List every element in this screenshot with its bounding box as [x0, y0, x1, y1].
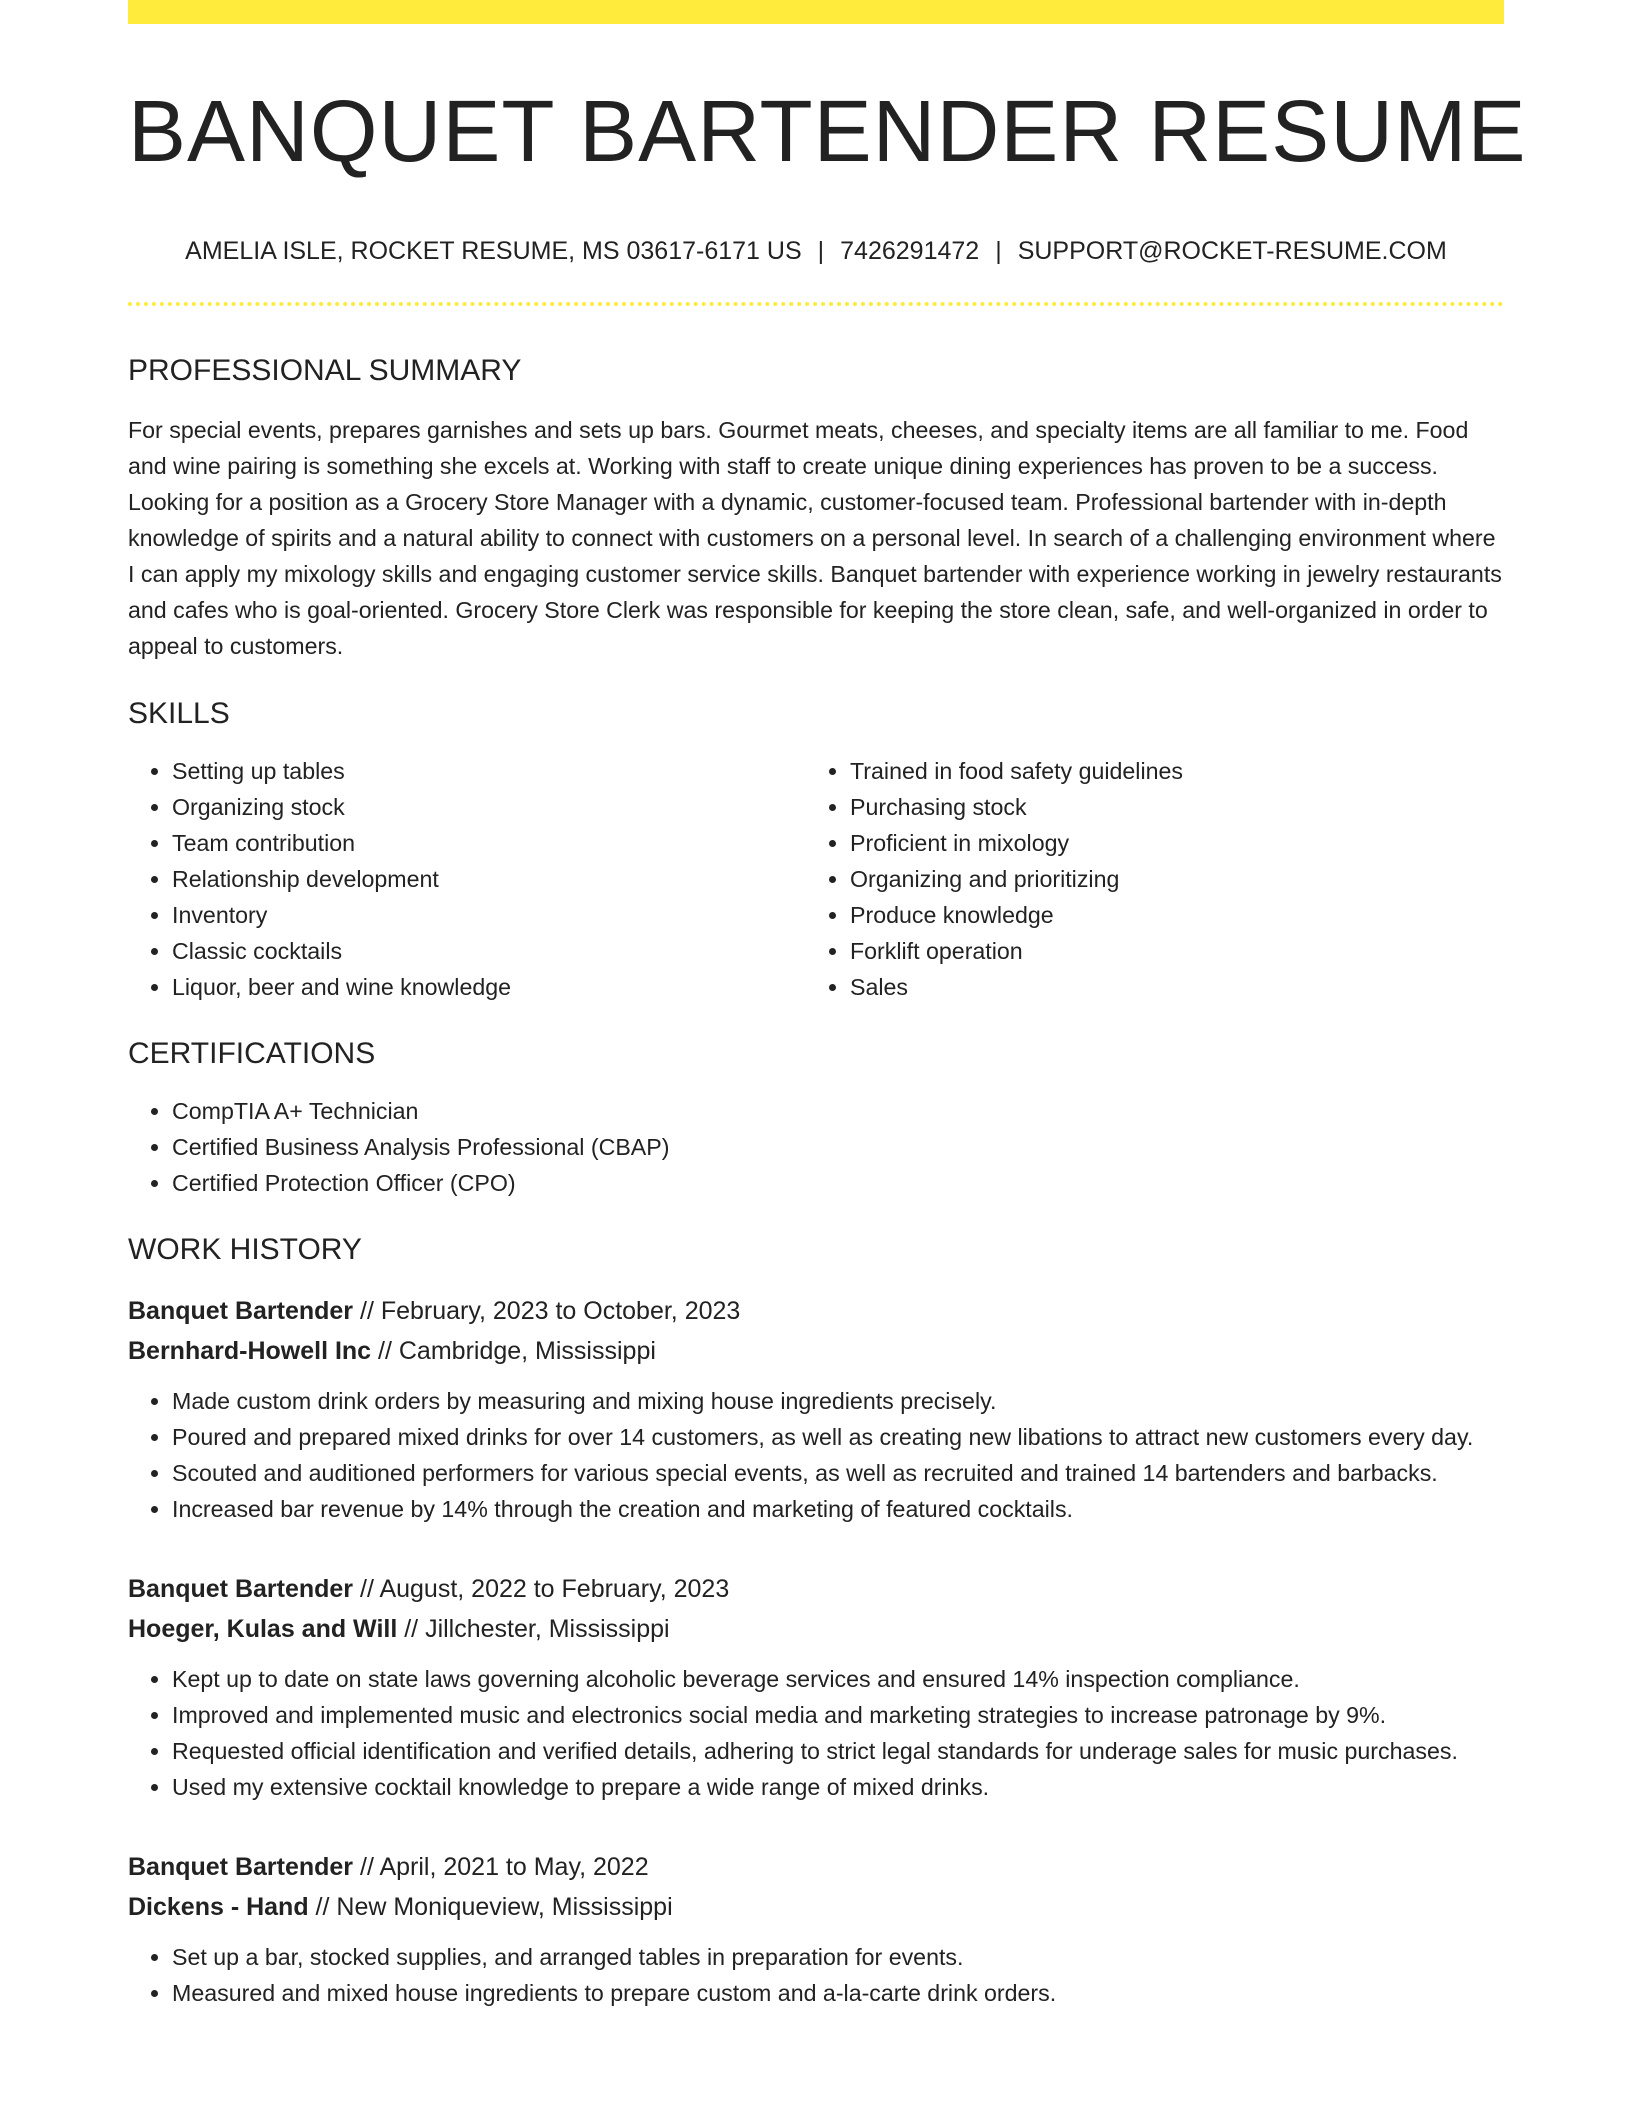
job-dates: // August, 2022 to February, 2023 — [353, 1575, 730, 1603]
accent-top-bar — [128, 0, 1504, 24]
job-title: Banquet Bartender — [128, 1575, 354, 1603]
job-title-line — [128, 1291, 1504, 1331]
skill-item: • Sales — [850, 969, 1484, 1005]
job-bullet: • Measured and mixed house ingredients to prepare custom and a-la-carte drink orders. — [172, 1975, 1504, 2011]
skill-item: • Classic cocktails — [172, 933, 806, 969]
skill-item: • Team contribution — [172, 825, 806, 861]
job-title-line — [128, 1847, 1504, 1887]
job-company: Bernhard-Howell Inc — [128, 1337, 372, 1365]
job-bullet: • Improved and implemented music and electronics social media and marketing strategies to increase patronage by 9%. — [172, 1697, 1504, 1733]
certification-item: • Certified Business Analysis Professional (CBAP) — [172, 1129, 1504, 1165]
contact-separator: | — [817, 237, 825, 265]
job-bullet: • Used my extensive cocktail knowledge to prepare a wide range of mixed drinks. — [172, 1769, 1504, 1805]
work-history-heading: WORK HISTORY — [128, 1233, 362, 1266]
skills-heading: SKILLS — [128, 697, 230, 730]
resume-title: BANQUET BARTENDER RESUME — [128, 83, 1527, 180]
job-bullet-list — [128, 1383, 1504, 1527]
summary-section — [128, 356, 1504, 664]
job-dates: // April, 2021 to May, 2022 — [353, 1853, 649, 1881]
work-history-section — [128, 1235, 1504, 2011]
certification-item: • CompTIA A+ Technician — [172, 1093, 1504, 1129]
job-bullet-list — [128, 1939, 1504, 2011]
summary-text: For special events, prepares garnishes and sets up bars. Gourmet meats, cheeses, and specialty items are all familiar to me. Food and wine pairing is something she excels at. Working with staff to create unique dining experiences has proven to be a success. Looking for a position as a Grocery Store Manager with a dynamic, customer-focused team. Professional bartender with in-depth knowledge of spirits and a natural ability to connect with customers on a personal level. In search of a challenging environment where I can apply my mixology skills and engaging customer service skills. Banquet bartender with experience working in jewelry restaurants and cafes who is goal-oriented. Grocery Store Clerk was responsible for keeping the store clean, safe, and well-organized in order to appeal to customers. — [128, 417, 1502, 659]
certifications-heading: CERTIFICATIONS — [128, 1037, 376, 1070]
dotted-divider — [128, 302, 1504, 306]
certifications-section — [128, 1039, 1504, 1201]
job-entry — [128, 1847, 1504, 2011]
job-title: Banquet Bartender — [128, 1297, 354, 1325]
job-bullet: • Set up a bar, stocked supplies, and arranged tables in preparation for events. — [172, 1939, 1504, 1975]
job-company-line — [128, 1609, 1504, 1649]
job-entry — [128, 1569, 1504, 1805]
summary-heading: PROFESSIONAL SUMMARY — [128, 354, 522, 387]
job-location: // Cambridge, Mississippi — [371, 1337, 656, 1365]
job-bullet: • Poured and prepared mixed drinks for over 14 customers, as well as creating new libations to attract new customers every day. — [172, 1419, 1504, 1455]
job-company-line — [128, 1887, 1504, 1927]
skill-item: • Setting up tables — [172, 753, 806, 789]
contact-phone: 7426291472 — [840, 237, 980, 265]
skills-left-list — [128, 753, 806, 1005]
skill-item: • Produce knowledge — [850, 897, 1484, 933]
skill-item: • Inventory — [172, 897, 806, 933]
skills-section — [128, 699, 1504, 1005]
skills-grid — [128, 753, 1504, 1005]
skill-item: • Liquor, beer and wine knowledge — [172, 969, 806, 1005]
job-company: Dickens - Hand — [128, 1893, 309, 1921]
skill-item: • Relationship development — [172, 861, 806, 897]
contact-separator: | — [995, 237, 1002, 265]
job-title: Banquet Bartender — [128, 1853, 354, 1881]
contact-address: AMELIA ISLE, ROCKET RESUME, MS 03617-6171 US — [185, 237, 802, 265]
certification-item: • Certified Protection Officer (CPO) — [172, 1165, 1504, 1201]
skill-item: • Organizing stock — [172, 789, 806, 825]
job-bullet-list — [128, 1661, 1504, 1805]
skill-item: • Trained in food safety guidelines — [850, 753, 1484, 789]
job-bullet: • Increased bar revenue by 14% through the creation and marketing of featured cocktails. — [172, 1491, 1504, 1527]
resume-page — [128, 0, 1527, 2011]
certifications-list — [128, 1093, 1504, 1201]
job-location: // New Moniqueview, Mississippi — [308, 1893, 673, 1921]
skill-item: • Purchasing stock — [850, 789, 1484, 825]
skills-right-list — [806, 753, 1484, 1005]
job-bullet: • Kept up to date on state laws governing alcoholic beverage services and ensured 14% inspection compliance. — [172, 1661, 1504, 1697]
skill-item: • Organizing and prioritizing — [850, 861, 1484, 897]
job-bullet: • Requested official identification and verified details, adhering to strict legal standards for underage sales for music purchases. — [172, 1733, 1504, 1769]
job-company: Hoeger, Kulas and Will — [128, 1615, 398, 1643]
contact-email: SUPPORT@ROCKET-RESUME.COM — [1017, 237, 1447, 265]
contact-line — [128, 239, 1504, 264]
job-title-line — [128, 1569, 1504, 1609]
job-dates: // February, 2023 to October, 2023 — [353, 1297, 741, 1325]
skill-item: • Forklift operation — [850, 933, 1484, 969]
job-bullet: • Scouted and auditioned performers for various special events, as well as recruited and trained 14 bartenders and barbacks. — [172, 1455, 1504, 1491]
skill-item: • Proficient in mixology — [850, 825, 1484, 861]
job-entry — [128, 1291, 1504, 1527]
job-bullet: • Made custom drink orders by measuring and mixing house ingredients precisely. — [172, 1383, 1504, 1419]
job-location: // Jillchester, Mississippi — [397, 1615, 670, 1643]
job-company-line — [128, 1331, 1504, 1371]
